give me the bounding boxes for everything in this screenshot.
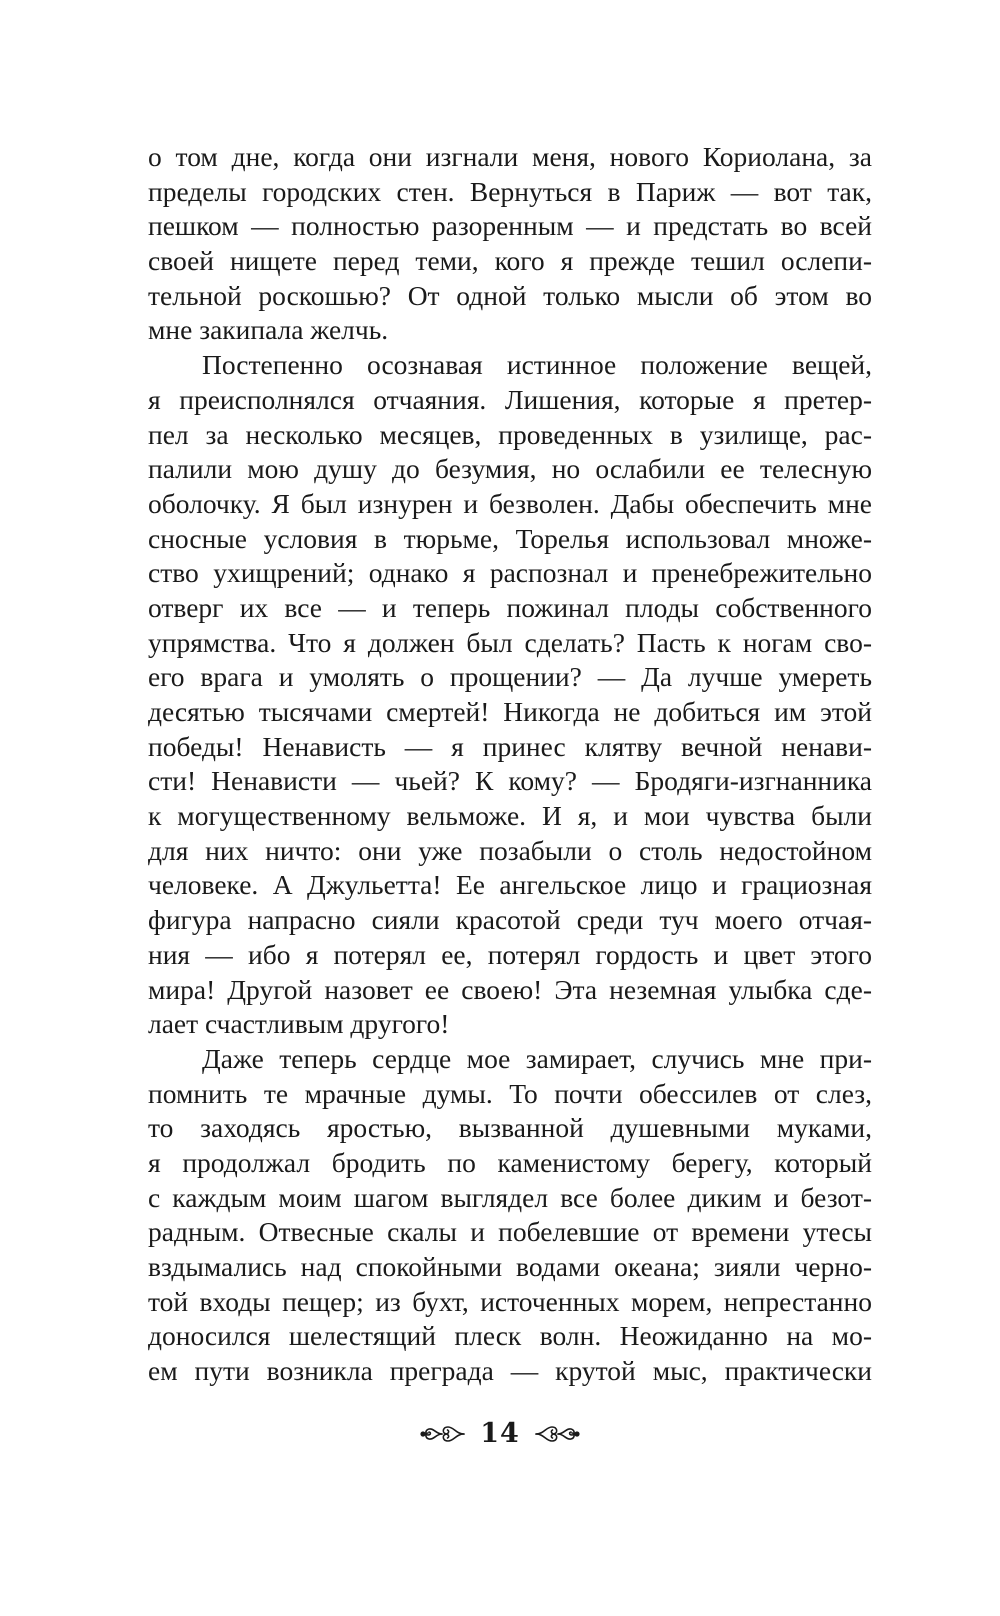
text-line: упрямства. Что я должен был сделать? Пасть к ногам сво- (148, 626, 872, 658)
flourish-ornament-icon (420, 1423, 466, 1445)
text-line: мне закипала желчь. (148, 314, 389, 346)
text-line: палили мою душу до безумия, но ослабили ее телесную (148, 453, 872, 485)
text-line: к могущественному вельможе. И я, и мои чувства были (148, 800, 872, 832)
text-line: его врага и умолять о прощении? — Да лучше умереть (148, 661, 872, 693)
page-number: 14 (480, 1418, 520, 1449)
text-line: тельной роскошью? От одной только мысли об этом во (148, 279, 872, 311)
text-line: я продолжал бродить по каменистому берегу, который (148, 1146, 872, 1178)
text-line: победы! Ненависть — я принес клятву вечной ненави- (148, 730, 872, 762)
text-line: мира! Другой назовет ее своею! Эта неземная улыбка сде- (148, 973, 872, 1005)
text-line: Даже теперь сердце мое замирает, случись мне при- (202, 1042, 872, 1074)
text-line: десятью тысячами смертей! Никогда не добиться им этой (148, 696, 872, 727)
text-line: ство ухищрений; однако я распознал и пренебрежительно (148, 557, 872, 589)
text-line: Постепенно осознавая истинное положение вещей, (202, 349, 872, 381)
text-line: ем пути возникла преграда — крутой мыс, практически (148, 1355, 872, 1387)
text-line: фигура напрасно сияли красотой среди туч моего отчая- (148, 904, 872, 936)
text-line: о том дне, когда они изгнали меня, нового Кориолана, за (148, 141, 872, 172)
text-line: пешком — полностью разоренным — и предстать во всей (148, 210, 872, 242)
text-line: с каждым моим шагом выглядел все более диким и безот- (148, 1181, 872, 1213)
text-line: радным. Отвесные скалы и побелевшие от времени утесы (148, 1216, 872, 1248)
text-line: для них ничто: они уже позабыли о столь недостойном (148, 834, 872, 866)
text-line: вздымались над спокойными водами океана; зияли черно- (148, 1251, 872, 1282)
text-line: доносился шелестящий плеск волн. Неожиданно на мо- (148, 1320, 872, 1352)
text-line: я преисполнялся отчаяния. Лишения, которые я претер- (148, 383, 872, 415)
text-line: человеке. А Джульетта! Ее ангельское лицо и грациозная (148, 869, 872, 901)
text-line: лает счастливым другого! (148, 1008, 450, 1040)
page-footer (0, 1418, 1000, 1449)
text-body (148, 140, 872, 1389)
text-line: помнить те мрачные думы. То почти обессилев от слез, (148, 1077, 872, 1109)
text-line: своей нищете перед теми, кого я прежде тешил ослепи- (148, 245, 872, 277)
flourish-ornament-icon (534, 1423, 580, 1445)
text-line: пел за несколько месяцев, проведенных в узилище, рас- (148, 418, 872, 450)
text-line: отверг их все — и теперь пожинал плоды собственного (148, 591, 872, 623)
text-line: пределы городских стен. Вернуться в Париж — вот так, (148, 175, 872, 207)
text-line: ния — ибо я потерял ее, потерял гордость и цвет этого (148, 938, 872, 970)
text-line: сти! Ненависти — чьей? К кому? — Бродяги-изгнанника (148, 765, 872, 797)
text-line: той входы пещер; из бухт, источенных морем, непрестанно (148, 1285, 872, 1317)
text-line: сносные условия в тюрьме, Торелья использовал множе- (148, 522, 872, 554)
text-line: оболочку. Я был изнурен и безволен. Дабы обеспечить мне (148, 487, 872, 519)
text-line: то заходясь яростью, вызванной душевными муками, (148, 1112, 872, 1144)
